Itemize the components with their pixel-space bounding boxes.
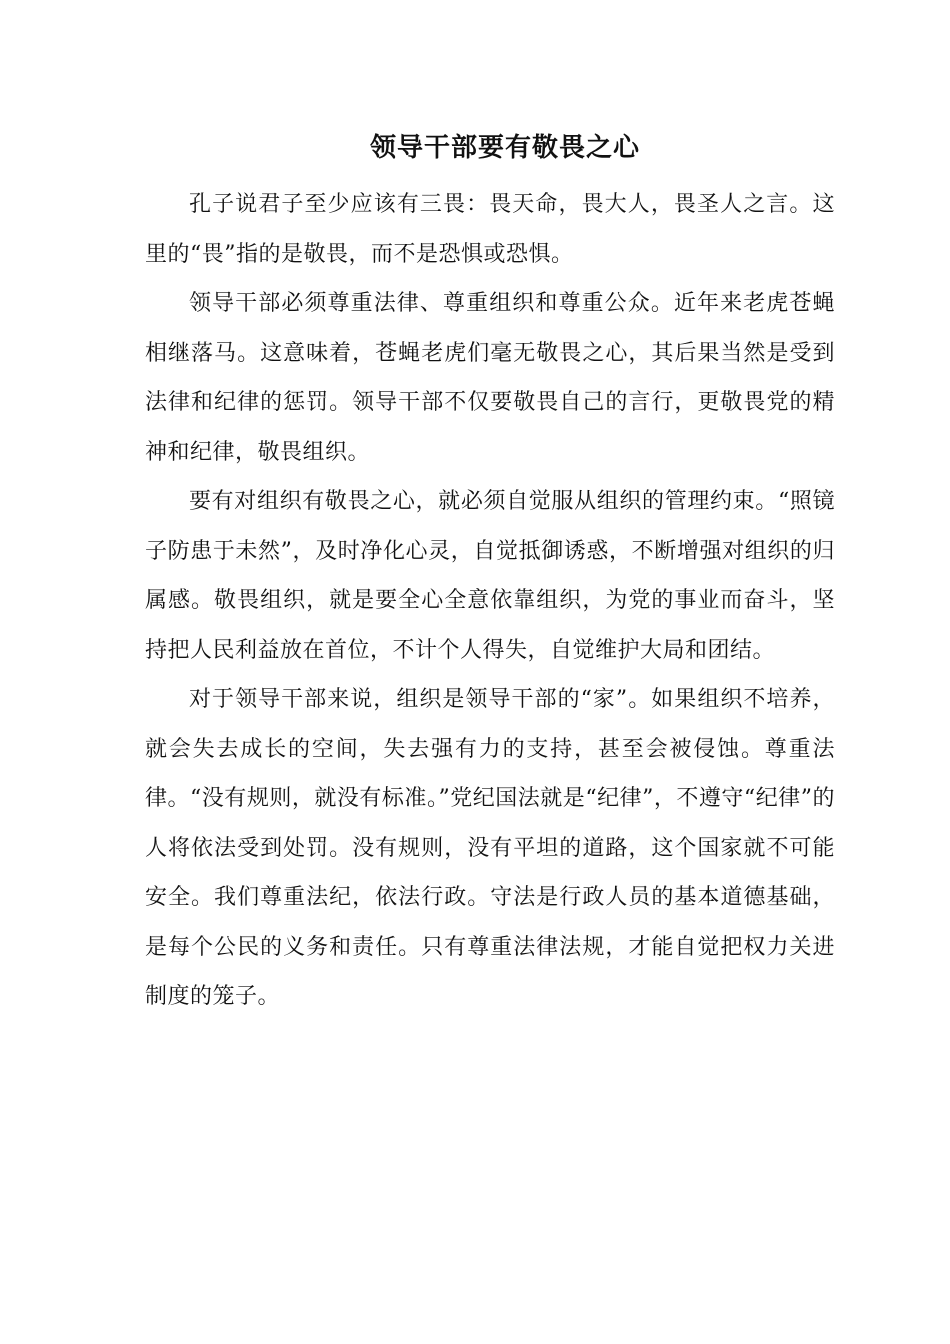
paragraph-3: 要有对组织有敬畏之心，就必须自觉服从组织的管理约束。“照镜子防患于未然”，及时净化心灵，自觉抵御诱惑，不断增强对组织的归属感。敬畏组织，就是要全心全意依靠组织，为党的事业而奋斗，坚持把人民利益放在首位，不计个人得失，自觉维护大局和团结。 bbox=[145, 489, 835, 663]
document-title: 领导干部要有敬畏之心 bbox=[369, 133, 640, 163]
document-body bbox=[145, 180, 835, 1022]
paragraph-4: 对于领导干部来说，组织是领导干部的“家”。如果组织不培养，就会失去成长的空间，失去强有力的支持，甚至会被侵蚀。尊重法律。“没有规则，就没有标准。”党纪国法就是“纪律”，不遵守“纪律”的人将依法受到处罚。没有规则，没有平坦的道路，这个国家就不可能安全。我们尊重法纪，依法行政。守法是行政人员的基本道德基础，是每个公民的义务和责任。只有尊重法律法规，才能自觉把权力关进制度的笼子。 bbox=[145, 687, 835, 1009]
paragraph-1: 孔子说君子至少应该有三畏：畏天命，畏大人，畏圣人之言。这里的“畏”指的是敬畏，而不是恐惧或恐惧。 bbox=[145, 192, 835, 267]
paragraph-2: 领导干部必须尊重法律、尊重组织和尊重公众。近年来老虎苍蝇相继落马。这意味着，苍蝇老虎们毫无敬畏之心，其后果当然是受到法律和纪律的惩罚。领导干部不仅要敬畏自己的言行，更敬畏党的精神和纪律，敬畏组织。 bbox=[145, 291, 835, 465]
